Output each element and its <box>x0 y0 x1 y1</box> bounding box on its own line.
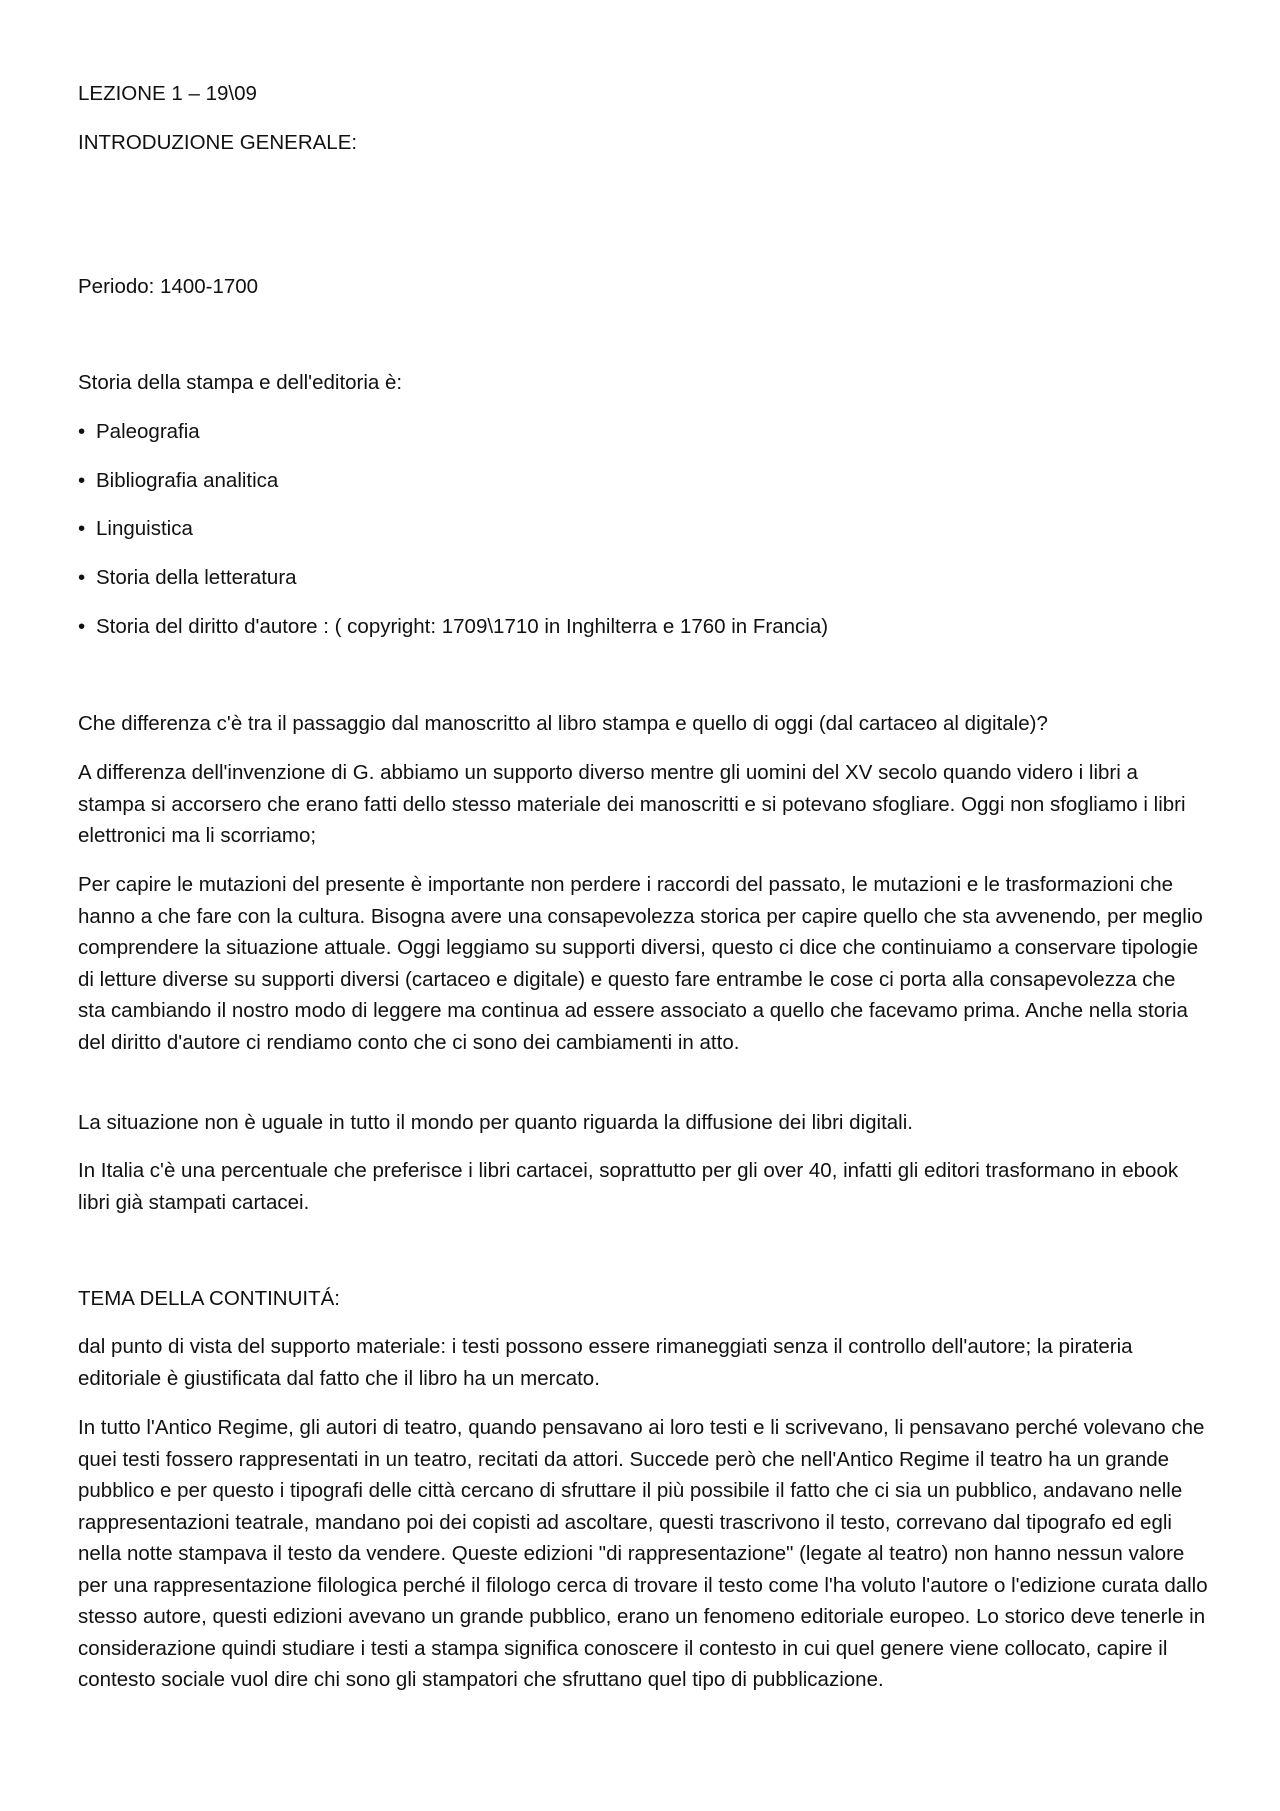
bullet-item: • Bibliografia analitica <box>78 465 278 496</box>
body-paragraph: In Italia c'è una percentuale che preferisce i libri cartacei, soprattutto per gli over 40, infatti gli editori trasformano in ebook libri già stampati cartacei. <box>78 1159 1179 1214</box>
question-paragraph: Che differenza c'è tra il passaggio dal manoscritto al libro stampa e quello di oggi (dal cartaceo al digitale)? <box>78 712 1048 735</box>
bullet-item: • Linguistica <box>78 513 193 544</box>
tema-heading: TEMA DELLA CONTINUITÁ: <box>78 1287 340 1310</box>
body-paragraph: A differenza dell'invenzione di G. abbiamo un supporto diverso mentre gli uomini del XV secolo quando videro i libri a stampa si accorsero che erano fatti dello stesso materiale dei manoscritti e si potevano sfogliare. Oggi non sfogliamo i libri elettronici ma li scorriamo; <box>78 761 1186 847</box>
period-line: Periodo: 1400-1700 <box>78 275 259 298</box>
body-paragraph: dal punto di vista del supporto materiale: i testi possono essere rimaneggiati senza il controllo dell'autore; la pirateria editoriale è giustificata dal fatto che il libro ha un mercato. <box>78 1335 1133 1390</box>
bullet-item: • Storia del diritto d'autore : ( copyright: 1709\1710 in Inghilterra e 1760 in Francia) <box>78 611 828 642</box>
bullet-item: • Paleografia <box>78 416 200 447</box>
body-paragraph: Per capire le mutazioni del presente è importante non perdere i raccordi del passato, le mutazioni e le trasformazioni che hanno a che fare con la cultura. Bisogna avere una consapevolezza storica per capire quello che sta avvenendo, per meglio comprendere la situazione attuale. Oggi leggiamo su supporti diversi, questo ci dice che continuiamo a conservare tipologie di letture diverse su supporti diversi (cartaceo e digitale) e questo fare entrambe le cose ci porta alla consapevolezza che sta cambiando il nostro modo di leggere ma continua ad essere associato a quello che facevamo prima. Anche nella storia del diritto d'autore ci rendiamo conto che ci sono dei cambiamenti in atto. <box>78 873 1203 1054</box>
lesson-title: LEZIONE 1 – 19\09 <box>78 82 257 105</box>
storia-heading: Storia della stampa e dell'editoria è: <box>78 371 403 394</box>
body-paragraph: In tutto l'Antico Regime, gli autori di teatro, quando pensavano ai loro testi e li scrivevano, li pensavano perché volevano che quei testi fossero rappresentati in un teatro, recitati da attori. Succede però che nell'Antico Regime il teatro ha un grande pubblico e per questo i tipografi delle città cercano di sfruttare il più possibile il fatto che ci sia un pubblico, andavano nelle rappresentazioni teatrale, mandano poi dei copisti ad ascoltare, questi trascrivono il testo, correvano dal tipografo ed egli nella notte stampava il testo da vendere. Queste edizioni "di rappresentazione" (legate al teatro) non hanno nessun valore per una rappresentazione filologica perché il filologo cerca di trovare il testo come l'ha voluto l'autore o l'edizione curata dallo stesso autore, questi edizioni avevano un grande pubblico, erano un fenomeno editoriale europeo. Lo storico deve tenerle in considerazione quindi studiare i testi a stampa significa conoscere il contesto in cui quel genere viene collocato, capire il contesto sociale vuol dire chi sono gli stampatori che sfruttano quel tipo di pubblicazione. <box>78 1416 1208 1691</box>
intro-heading: INTRODUZIONE GENERALE: <box>78 131 358 154</box>
body-paragraph: La situazione non è uguale in tutto il mondo per quanto riguarda la diffusione dei libri digitali. <box>78 1111 913 1134</box>
bullet-item: • Storia della letteratura <box>78 562 297 593</box>
